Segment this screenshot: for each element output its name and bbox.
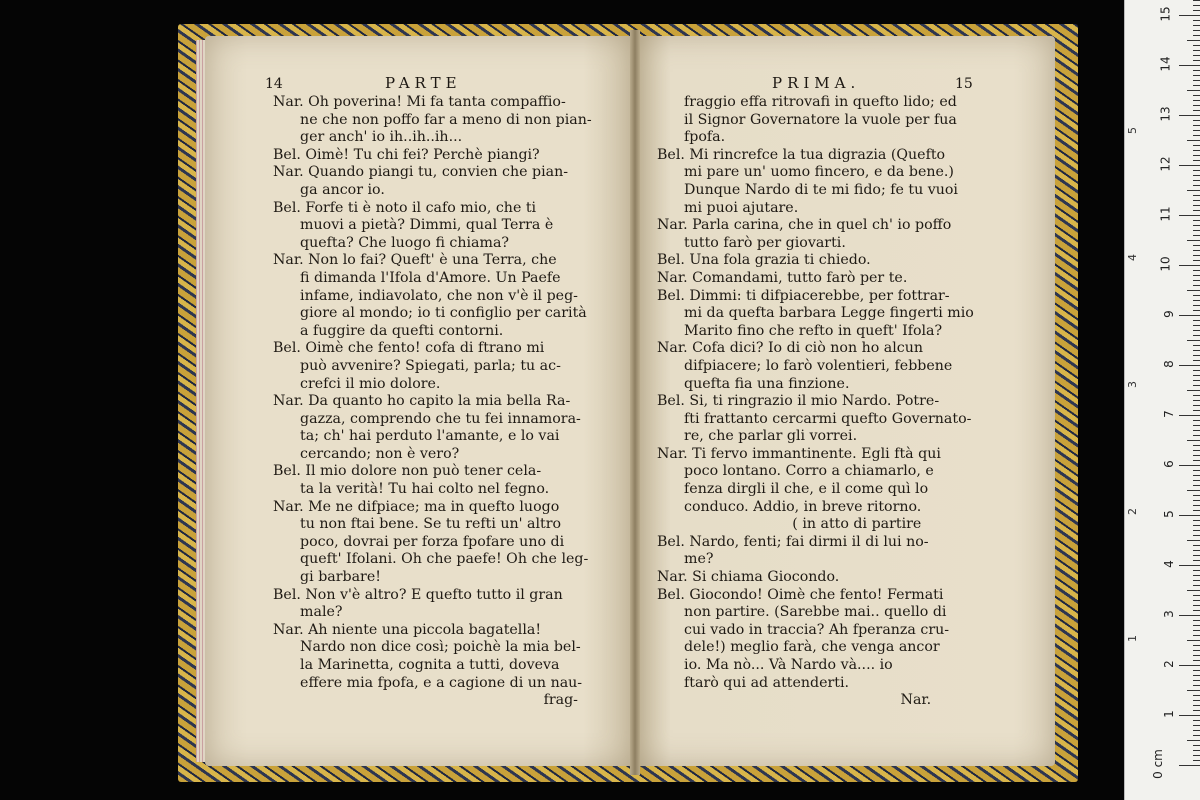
ruler-tick [1193,230,1200,231]
ruler-tick [1179,115,1200,116]
ruler-tick [1179,565,1200,566]
text-line: Nar. Me ne difpiace; ma in quefto luogo [273,498,560,515]
text-line: Bel. Giocondo! Oimè che fento! Fermati [657,586,944,603]
ruler-tick [1193,510,1200,511]
ruler-inch-label: 4 [1126,254,1139,261]
ruler-tick [1193,260,1200,261]
ruler-tick [1193,575,1200,576]
text-line: Bel. Il mio dolore non può tener cela- [273,463,542,480]
ruler-tick [1179,515,1200,516]
ruler-tick [1193,500,1200,501]
ruler-tick [1193,570,1200,571]
ruler-tick [1193,175,1200,176]
text-line: Marito fino che refto in queft' Ifola? [657,322,943,339]
right-running-head: PRIMA. [772,74,861,92]
text-line: effere mia fpofa, e a cagione di un nau- [273,674,583,691]
text-line: Bel. Si, ti ringrazio il mio Nardo. Potre- [657,393,940,410]
ruler-tick [1193,445,1200,446]
text-line: il Signor Governatore la vuole per fua [657,111,957,128]
ruler-tick [1193,95,1200,96]
ruler-tick [1179,715,1200,716]
text-line: Nar. Si chiama Giocondo. [657,569,840,586]
ruler-cm-label: 2 [1162,660,1177,668]
text-line: fraggio effa ritrovafi in quefto lido; ed [657,94,957,110]
ruler-tick [1179,65,1200,66]
text-line: Bel. Mi rincrefce la tua digrazia (Quefto [657,146,946,163]
ruler-tick [1193,530,1200,531]
ruler-tick [1193,105,1200,106]
ruler-tick [1193,60,1200,61]
text-line: poco lontano. Corro a chiamarlo, e [657,463,934,480]
text-line: crefci il mio dolore. [273,375,441,392]
text-line: io. Ma nò... Và Nardo và.... io [657,657,893,673]
ruler-cm-label: 3 [1162,610,1177,618]
ruler-tick [1193,545,1200,546]
ruler-tick [1193,20,1200,21]
text-line: me? [657,551,714,568]
ruler-tick [1193,30,1200,31]
ruler-tick [1193,225,1200,226]
text-line: gi barbare! [273,569,381,586]
ruler-tick [1187,440,1200,441]
ruler-tick [1179,315,1200,316]
text-line: Nar. Non lo fai? Queft' è una Terra, che [273,252,557,269]
ruler-cm-label: 13 [1158,106,1173,122]
ruler-tick [1193,245,1200,246]
ruler-tick [1187,190,1200,191]
text-line: cercando; non è vero? [273,445,460,462]
text-line: fti frattanto cercarmi quefto Governato- [657,410,972,427]
ruler-tick [1193,485,1200,486]
ruler-tick [1193,525,1200,526]
text-line: ( in atto di partire [657,516,922,533]
ruler-tick [1187,590,1200,591]
ruler-tick [1179,615,1200,616]
ruler-cm-label: 8 [1162,360,1177,368]
ruler-tick [1193,460,1200,461]
left-running-head: PARTE [385,74,462,92]
ruler-tick [1193,475,1200,476]
ruler-tick [1193,505,1200,506]
ruler-tick [1193,410,1200,411]
ruler-tick [1193,745,1200,746]
text-line: Bel. Nardo, fenti; fai dirmi il di lui no- [657,533,929,550]
ruler-tick [1193,520,1200,521]
ruler-tick [1187,40,1200,41]
ruler-tick [1193,45,1200,46]
ruler-inch-label: 1 [1126,635,1139,642]
text-line: frag- [273,692,578,709]
ruler-tick [1193,350,1200,351]
ruler-tick [1193,375,1200,376]
ruler-tick [1193,625,1200,626]
ruler-tick [1187,690,1200,691]
ruler-tick [1193,435,1200,436]
ruler-tick [1193,750,1200,751]
text-line: re, che parlar gli vorrei. [657,428,858,445]
ruler-tick [1193,5,1200,6]
ruler-cm-label: 7 [1162,410,1177,418]
ruler-tick [1193,760,1200,761]
ruler-tick [1193,535,1200,536]
ruler-cm-label: 12 [1158,156,1173,172]
ruler-tick [1193,200,1200,201]
text-line: può avvenire? Spiegati, parla; tu ac- [273,357,561,374]
ruler-tick [1187,340,1200,341]
text-line: non partire. (Sarebbe mai.. quello di [657,604,947,621]
ruler-tick [1179,15,1200,16]
ruler-tick [1193,680,1200,681]
ruler-tick [1179,215,1200,216]
ruler-tick [1193,695,1200,696]
ruler-tick [1193,700,1200,701]
ruler-tick [1193,50,1200,51]
ruler-tick [1193,275,1200,276]
text-line: fpofa. [657,129,726,146]
text-line: tu non ftai bene. Se tu refti un' altro [273,516,562,533]
ruler-tick [1179,365,1200,366]
ruler-tick [1193,675,1200,676]
ruler-cm-label: 11 [1158,206,1173,222]
text-line: mi puoi ajutare. [657,199,799,216]
ruler-tick [1193,180,1200,181]
ruler-tick [1187,90,1200,91]
ruler-tick [1193,220,1200,221]
ruler-tick [1193,370,1200,371]
ruler-tick [1193,670,1200,671]
text-line: Nar. Ah niente una piccola bagatella! [273,621,542,638]
text-line: cui vado in traccia? Ah fperanza cru- [657,621,950,638]
ruler-tick [1193,480,1200,481]
ruler-tick [1193,125,1200,126]
measuring-ruler [1124,0,1200,800]
text-line: fi dimanda l'Ifola d'Amore. Un Paefe [273,269,561,286]
ruler-inch-label: 2 [1126,508,1139,515]
ruler-tick [1193,705,1200,706]
ruler-tick [1193,70,1200,71]
ruler-tick [1193,310,1200,311]
text-line: difpiacere; lo farò volentieri, febbene [657,357,953,374]
ruler-tick [1193,235,1200,236]
text-line: conduco. Addio, in breve ritorno. [657,498,922,515]
ruler-tick [1193,425,1200,426]
ruler-tick [1193,80,1200,81]
ruler-tick [1193,250,1200,251]
ruler-tick [1193,380,1200,381]
text-line: la Marinetta, cognita a tutti, doveva [273,657,560,673]
ruler-tick [1193,455,1200,456]
ruler-tick [1193,55,1200,56]
ruler-tick [1193,720,1200,721]
text-line: Nardo non dice così; poichè la mia bel- [273,639,581,656]
ruler-tick [1193,130,1200,131]
ruler-tick [1193,405,1200,406]
ruler-tick [1193,710,1200,711]
ruler-tick [1193,135,1200,136]
ruler-cm-label: 5 [1162,510,1177,518]
ruler-tick [1193,205,1200,206]
text-line: ga ancor io. [273,181,385,198]
text-line: muovi a pietà? Dimmi, qual Terra è [273,217,554,234]
text-line: quefta fia una finzione. [657,375,850,392]
ruler-tick [1193,660,1200,661]
right-page-number: 15 [955,76,973,92]
ruler-tick [1193,735,1200,736]
text-line: Nar. Da quanto ho capito la mia bella Ra- [273,393,571,410]
ruler-tick [1193,150,1200,151]
ruler-tick [1193,585,1200,586]
ruler-tick [1193,295,1200,296]
ruler-tick [1193,495,1200,496]
ruler-tick [1193,360,1200,361]
ruler-tick [1193,335,1200,336]
ruler-tick [1193,600,1200,601]
left-page-text [273,94,592,710]
ruler-tick [1193,730,1200,731]
text-line: Nar. Ti fervo immantinente. Egli ftà qui [657,445,941,462]
ruler-tick [1193,10,1200,11]
ruler-tick [1193,470,1200,471]
ruler-tick [1193,420,1200,421]
ruler-tick [1193,0,1200,1]
ruler-tick [1193,635,1200,636]
ruler-tick [1193,580,1200,581]
ruler-tick [1187,140,1200,141]
ruler-tick [1193,685,1200,686]
ruler-tick [1193,450,1200,451]
ruler-tick [1193,110,1200,111]
text-line: Nar. Oh poverina! Mi fa tanta compaffio- [273,94,566,110]
text-line: Bel. Forfe ti è noto il cafo mio, che ti [273,199,537,216]
ruler-tick [1193,610,1200,611]
text-line: queft' Ifolani. Oh che paefe! Oh che leg- [273,551,589,568]
ruler-tick [1193,630,1200,631]
ruler-tick [1193,75,1200,76]
text-line: giore al mondo; io ti configlio per carità [273,305,587,322]
right-page-text [657,94,974,710]
text-line: a fuggire da quefti contorni. [273,322,504,339]
text-line: quefta? Che luogo fi chiama? [273,234,510,251]
text-line: ger anch' io ih..ih..ih... [273,129,463,146]
ruler-tick [1193,595,1200,596]
text-line: dele!) meglio farà, che venga ancor [657,639,940,656]
ruler-inch-label: 5 [1126,127,1139,134]
ruler-tick [1179,165,1200,166]
ruler-tick [1193,620,1200,621]
ruler-tick [1179,765,1200,766]
text-line: Bel. Oimè che fento! cofa di ftrano mi [273,340,545,357]
ruler-tick [1193,270,1200,271]
ruler-inch-label: 3 [1126,381,1139,388]
ruler-tick [1193,255,1200,256]
ruler-tick [1193,645,1200,646]
ruler-tick [1193,170,1200,171]
ruler-tick [1193,605,1200,606]
ruler-tick [1193,395,1200,396]
ruler-cm-label: 0 cm [1151,749,1166,779]
ruler-tick [1193,120,1200,121]
ruler-cm-label: 14 [1158,56,1173,72]
ruler-cm-label: 1 [1162,710,1177,718]
ruler-tick [1193,355,1200,356]
ruler-tick [1193,300,1200,301]
text-line: Bel. Oimè! Tu chi fei? Perchè piangi? [273,146,540,163]
ruler-tick [1179,465,1200,466]
ruler-cm-label: 4 [1162,560,1177,568]
text-line: Nar. Quando piangi tu, convien che pian- [273,164,569,181]
ruler-tick [1193,155,1200,156]
text-line: fenza dirgli il che, e il come quì lo [657,481,929,498]
ruler-tick [1193,195,1200,196]
ruler-tick [1179,265,1200,266]
ruler-cm-label: 9 [1162,310,1177,318]
text-line: Bel. Non v'è altro? E quefto tutto il gran [273,586,563,603]
ruler-tick [1193,320,1200,321]
ruler-tick [1193,555,1200,556]
ruler-tick [1193,305,1200,306]
ruler-tick [1193,345,1200,346]
ruler-tick [1193,285,1200,286]
ruler-tick [1193,160,1200,161]
right-page [637,36,1055,766]
ruler-tick [1193,430,1200,431]
ruler-tick [1193,330,1200,331]
text-line: Dunque Nardo di te mi fido; fe tu vuoi [657,181,958,198]
ruler-tick [1193,550,1200,551]
ruler-tick [1179,665,1200,666]
ruler-cm-label: 6 [1162,460,1177,468]
ruler-tick [1187,290,1200,291]
ruler-tick [1193,400,1200,401]
ruler-tick [1193,655,1200,656]
text-line: male? [273,604,343,621]
text-line: Bel. Una fola grazia ti chiedo. [657,252,871,269]
text-line: ta la verità! Tu hai colto nel fegno. [273,481,550,498]
ruler-cm-label: 10 [1158,256,1173,272]
text-line: infame, indiavolato, che non v'è il peg- [273,287,578,304]
text-line: tutto farò per giovarti. [657,234,846,251]
ruler-tick [1193,725,1200,726]
ruler-tick [1193,560,1200,561]
ruler-cm-label: 15 [1158,6,1173,22]
text-line: Nar. Parla carina, che in quel ch' io poffo [657,217,952,234]
text-line: mi da quefta barbara Legge fingerti mio [657,305,974,322]
left-page-number: 14 [265,76,283,92]
ruler-tick [1193,185,1200,186]
ruler-tick [1193,35,1200,36]
text-line: Nar. [657,692,932,709]
ruler-tick [1193,280,1200,281]
ruler-tick [1193,85,1200,86]
ruler-tick [1193,25,1200,26]
ruler-tick [1187,240,1200,241]
ruler-tick [1193,210,1200,211]
ruler-tick [1187,490,1200,491]
ruler-tick [1193,100,1200,101]
text-line: gazza, comprendo che tu fei innamora- [273,410,581,427]
ruler-tick [1187,640,1200,641]
book-gutter [630,30,640,775]
text-line: Nar. Comandami, tutto farò per te. [657,269,908,286]
ruler-tick [1193,650,1200,651]
ruler-tick [1193,145,1200,146]
ruler-tick [1187,540,1200,541]
ruler-tick [1193,325,1200,326]
text-line: Nar. Cofa dici? Io di ciò non ho alcun [657,340,924,357]
ruler-tick [1187,740,1200,741]
left-page [205,36,635,766]
ruler-tick [1193,755,1200,756]
text-line: Bel. Dimmi: ti difpiacerebbe, per fottrar- [657,287,950,304]
text-line: poco, dovrai per forza fpofare uno di [273,533,565,550]
text-line: mi pare un' uomo fincero, e da bene.) [657,164,954,181]
ruler-tick [1193,385,1200,386]
text-line: ftarò qui ad attenderti. [657,674,850,691]
text-line: ne che non poffo far a meno di non pian- [273,111,592,128]
ruler-tick [1179,415,1200,416]
ruler-tick [1187,390,1200,391]
text-line: ta; ch' hai perduto l'amante, e lo vai [273,428,560,445]
